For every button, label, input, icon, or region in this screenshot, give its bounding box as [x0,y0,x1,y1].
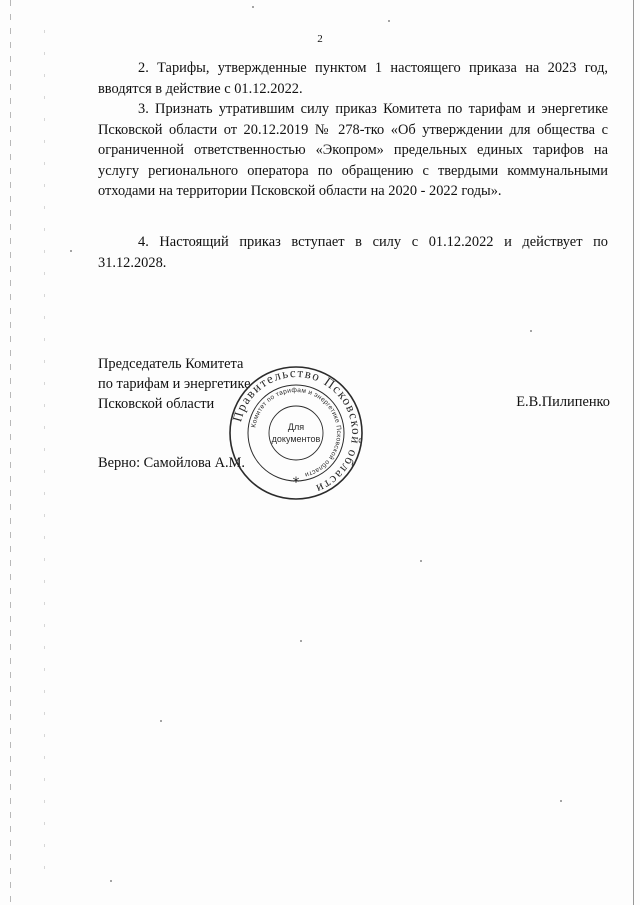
scan-edge-artifact [44,30,45,875]
position-line: Псковской области [98,396,215,412]
page-number: 2 [317,33,323,45]
scan-speck [300,640,302,642]
position-line: по тарифам и энергетике [98,376,251,392]
paragraph-text: 2. Тарифы, утвержденные пунктом 1 настоящего приказа на 2023 год, вводятся в действие с 01.12.2022. [98,60,608,97]
scan-speck [560,800,562,802]
seal-outer-text: Правительство Псковской области [229,365,364,498]
seal-center-line-1: Для [287,422,305,432]
paragraph-text: 3. Признать утратившим силу приказ Комитета по тарифам и энергетике Псковской области от 20.12.2019 № 278-тко «Об утверждении для общества с ограниченной ответственностью «Экопром» предельных единых тарифов на услугу регионального оператора по обращению с твердыми коммунальными отходами на территории Псковской области на 2020 - 2022 годы». [98,101,608,199]
seal-graphic [228,365,364,501]
scan-speck [252,6,254,8]
signatory-name: Е.В.Пилипенко [516,394,610,410]
paragraph-3 [98,99,608,202]
scan-edge-right [633,0,634,905]
seal-middle-ring [248,385,344,481]
scan-speck [388,20,390,22]
scan-speck [420,560,422,562]
official-seal [228,365,364,501]
position-line: Председатель Комитета [98,356,244,372]
scan-edge-left [10,0,11,905]
paragraph-2 [98,58,608,99]
scan-speck [160,720,162,722]
paragraph-4 [98,232,608,273]
scan-speck [530,330,532,332]
seal-inner-ring [269,406,323,460]
scan-speck [110,880,112,882]
seal-inner-text: Комитет по тарифам и энергетике Псковской области [250,386,343,479]
scan-speck [70,250,72,252]
seal-center-line-2: документов [271,434,321,444]
verified-by: Верно: Самойлова А.М. [98,455,246,471]
seal-star-icon: * [292,475,300,491]
paragraph-text: 4. Настоящий приказ вступает в силу с 01.12.2022 и действует по 31.12.2028. [98,234,608,271]
